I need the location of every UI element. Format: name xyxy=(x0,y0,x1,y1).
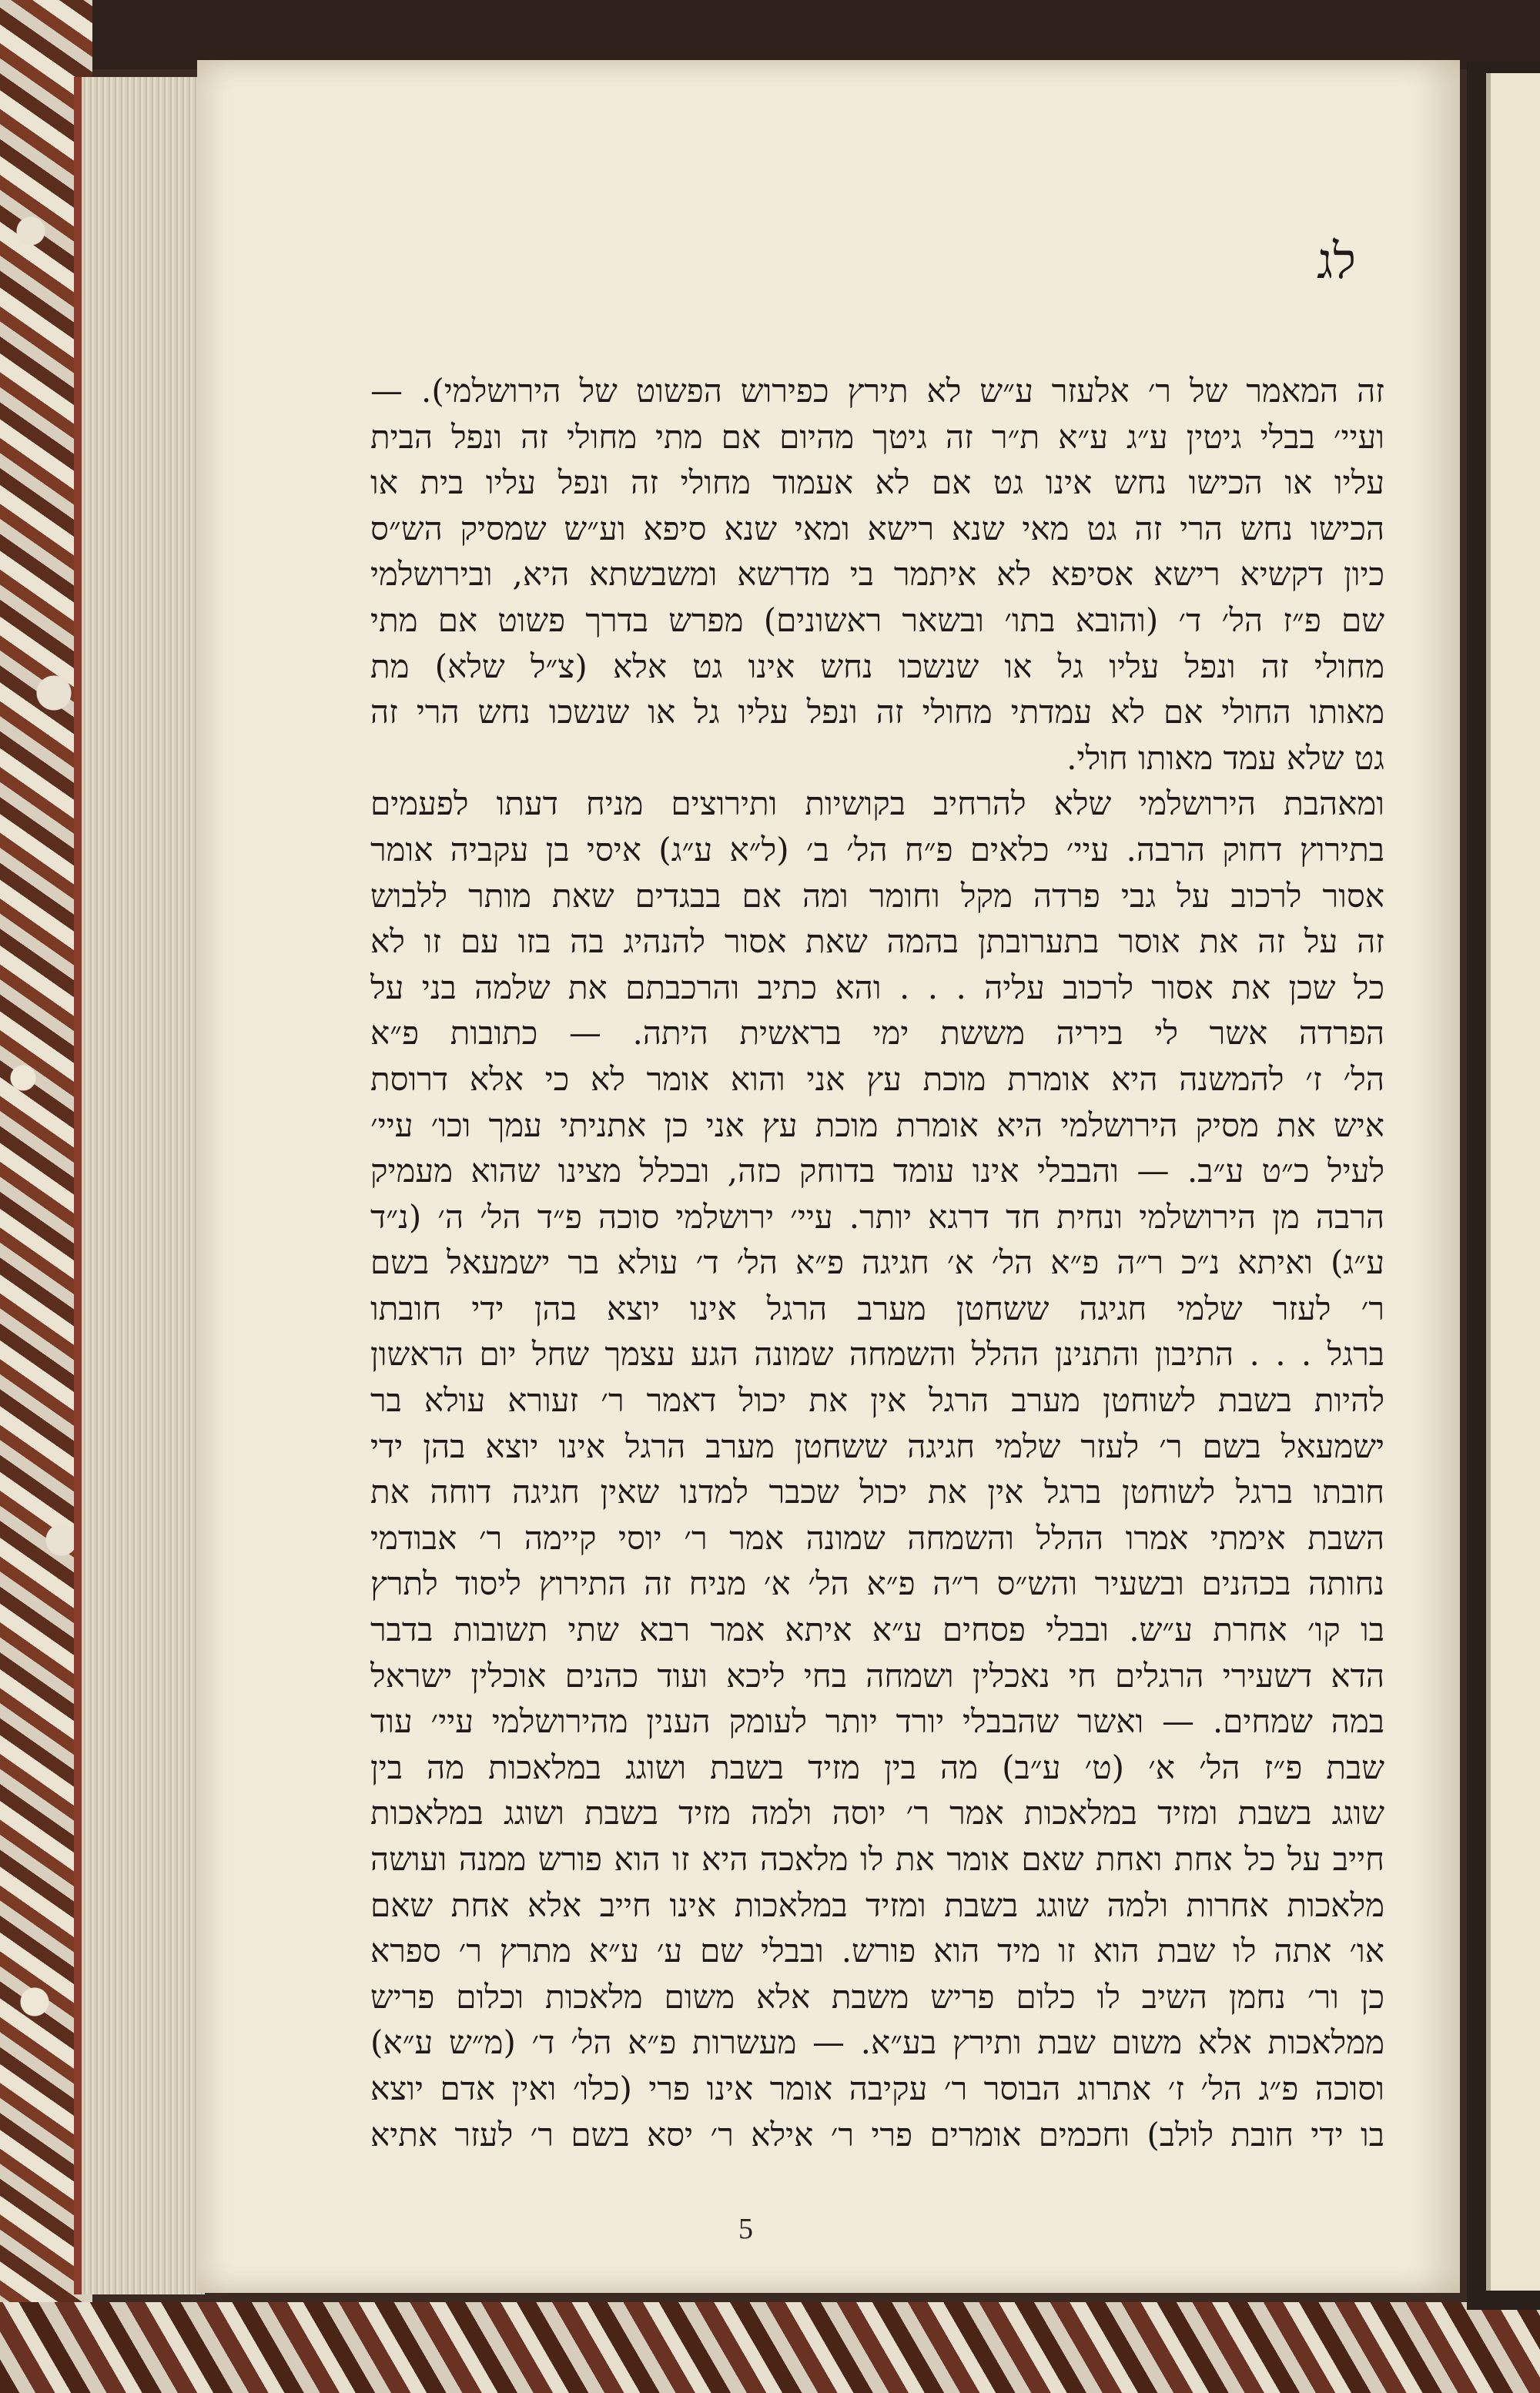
text-line: בו קו׳ אחרת ע״ש. ובבלי פסחים ע״א איתא אמר רבא שתי תשובות בדבר xyxy=(370,1611,1384,1649)
text-line: שבת פ״ז הל׳ א׳ (ט׳ ע״ב) מה בין מזיד בשבת ושוגג במלאכות מה בין xyxy=(370,1748,1384,1786)
text-line: מאותו החולי אם לא עמדתי מחולי זה ונפל עליו גל או שנשכו נחש הרי זה xyxy=(370,693,1384,731)
text-line: כן ור׳ נחמן השיב לו כלום פריש משבת אלא משום מלאכות וכלום פריש xyxy=(370,1977,1384,2016)
text-line: בתירוץ דחוק הרבה. עיי׳ כלאים פ״ח הל׳ ב׳ (ל״א ע״ג) איסי בן עקביה אומר xyxy=(370,830,1384,869)
text-line: להיות בשבת לשוחטן מערב הרגל אין את יכול דאמר ר׳ זעורא עולא בר xyxy=(370,1381,1384,1420)
text-line: לעיל כ״ט ע״ב. — והבבלי אינו עומד בדוחק כזה, ובכלל מצינו שהוא מעמיק xyxy=(370,1152,1384,1190)
text-line: ישמעאל בשם ר׳ לעזר שלמי חגיגה ששחטן מערב הרגל אינו יוצא בהן ידי xyxy=(370,1427,1384,1465)
next-page-edge xyxy=(1486,73,1540,2291)
text-line: כל שכן את אסור לרכוב עליה . . . והא כתיב והרכבתם את שלמה בני על xyxy=(370,968,1384,1006)
text-line: הדא דשעירי הרגלים חי נאכלין ושמחה בחי ליכא ועוד כהנים אוכלין ישראל xyxy=(370,1656,1384,1695)
text-block xyxy=(370,368,1384,2157)
text-line: זה המאמר של ר׳ אלעזר ע״ש לא תירץ כפירוש הפשוט של הירושלמי). — xyxy=(370,372,1384,410)
text-line: במה שמחים. — ואשר שהבבלי יורד יותר לעומק הענין מהירושלמי עיי׳ עוד xyxy=(370,1702,1384,1741)
text-line: הרבה מן הירושלמי ונחית חד דרגא יותר. עיי׳ ירושלמי סוכה פ״ד הל׳ ה׳ (נ״ד xyxy=(370,1197,1384,1236)
text-line: וסוכה פ״ג הל׳ ז׳ אתרוג הבוסר ר׳ עקיבה אומר אינו פרי (כלו׳ ואין אדם יוצא xyxy=(370,2069,1384,2107)
text-line: הכישו נחש הרי זה גט מאי שנא רישא ומאי שנא סיפא וע״ש שמסיק הש״ס xyxy=(370,509,1384,547)
text-line: מלאכות אחרות ולמה שוגג בשבת ומזיד במלאכות אינו חייב אלא אחת שאם xyxy=(370,1886,1384,1924)
text-line: בו ידי חובת לולב) וחכמים אומרים פרי ר׳ אילא ר׳ יסא בשם ר׳ לעזר אתיא xyxy=(370,2115,1384,2154)
text-line: ברגל . . . התיבון והתנינן ההלל והשמחה שמונה הגע עצמך שחל יום הראשון xyxy=(370,1335,1384,1374)
background-top xyxy=(0,0,1540,69)
text-line: השבת אימתי אמרו ההלל והשמחה שמונה אמר ר׳ יוסי קיימה ר׳ אבודמי xyxy=(370,1518,1384,1557)
text-line: ע״ג) ואיתא נ״כ ר״ה פ״א הל׳ א׳ חגיגה פ״א הל׳ ד׳ עולא בר ישמעאל בשם xyxy=(370,1243,1384,1282)
text-line: זה על זה את אוסר בתערובתן בהמה שאת אסור להנהיג בה בזו עם זו לא xyxy=(370,922,1384,961)
text-line: ועיי׳ בבלי גיטין ע״ג ע״א ת״ר זה גיטך מהיום אם מתי מחולי זה ונפל הבית xyxy=(370,417,1384,456)
text-line: ומאהבת הירושלמי שלא להרחיב בקושיות ותירוצים מניח דעתו לפעמים xyxy=(370,785,1384,823)
text-line: שוגג בשבת ומזיד במלאכות אמר ר׳ יוסה ולמה מזיד בשבת ושוגג במלאכות xyxy=(370,1794,1384,1832)
text-line: חובתו ברגל לשוחטן ברגל אין את יכול שכבר למדנו שאין חגיגה דוחה את xyxy=(370,1473,1384,1511)
text-line: עליו או הכישו נחש אינו גט אם לא אעמוד מחולי זה ונפל עליו בית או xyxy=(370,464,1384,502)
book-page xyxy=(197,60,1460,2293)
text-line: הל׳ ז׳ להמשנה היא אומרת מוכת עץ אני והוא אומר לא כי אלא דרוסת xyxy=(370,1059,1384,1098)
text-line: או׳ אתה לו שבת הוא זו מיד הוא פורש. ובבלי שם ע׳ ע״א מתרץ ר׳ ספרא xyxy=(370,1932,1384,1970)
text-line: גט שלא עמד מאותו חולי. xyxy=(1066,738,1384,777)
text-line: שם פ״ז הל׳ ד׳ (והובא בתו׳ ובשאר ראשונים) מפרש בדרך פשוט אם מתי xyxy=(370,601,1384,639)
page-edges xyxy=(74,77,205,2294)
text-line: חייב על כל אחת ואחת שאם אומר את לו מלאכה היא זו הוא פורש ממנה ועושה xyxy=(370,1840,1384,1878)
text-line: כיון דקשיא רישא אסיפא לא איתמר בי מדרשא ומשבשתא היא, ובירושלמי xyxy=(370,555,1384,594)
page-header: לג xyxy=(1316,233,1356,290)
text-line: ממלאכות אלא משום שבת ותירץ בע״א. — מעשרות פ״א הל׳ ד׳ (מ״ש ע״א) xyxy=(370,2023,1384,2062)
text-line: מחולי זה ונפל עליו גל או שנשכו נחש אינו גט אלא (צ״ל שלא) מת xyxy=(370,647,1384,685)
text-line: נחותה בכהנים ובשעיר והש״ס ר״ה פ״א הל׳ א׳ מניח זה התירוץ ליסוד לתרץ xyxy=(370,1565,1384,1603)
text-line: איש את מסיק הירושלמי היא אומרת מוכת עץ אני כן אתניתי עמך וכו׳ עיי׳ xyxy=(370,1106,1384,1144)
text-line: הפרדה אשר לי ביריה מששת ימי בראשית היתה. — כתובות פ״א xyxy=(370,1014,1384,1053)
text-line: אסור לרכוב על גבי פרדה מקל וחומר ומה אם בבגדים שאת מותר ללבוש xyxy=(370,876,1384,915)
page-number: 5 xyxy=(738,2213,753,2245)
text-line: ר׳ לעזר שלמי חגיגה ששחטן מערב הרגל אינו יוצא בהן ידי חובתו xyxy=(370,1289,1384,1327)
book-cover-bottom xyxy=(0,2302,1540,2393)
